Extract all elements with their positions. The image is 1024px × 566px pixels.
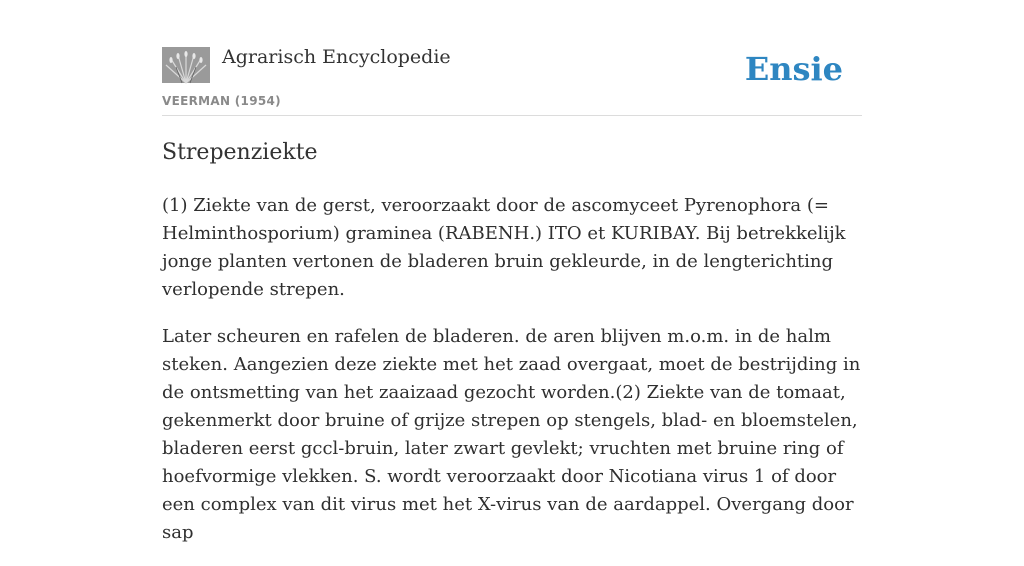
- entry-title: Strepenziekte: [162, 140, 318, 165]
- paragraph: Later scheuren en rafelen de bladeren. de aren blijven m.o.m. in de halm steken. Aangezien deze ziekte met het zaad overgaat, moet de bestrijding in de ontsmetting van het zaaizaad gezocht worden.(2) Ziekte van de tomaat, gekenmerkt door bruine of grijze strepen op stengels, blad- en bloemstelen, bladeren eerst gccl-bruin, later zwart gevlekt; vruchten met bruine ring of hoefvormige vlekken. S. wordt veroorzaakt door Nicotiana virus 1 of door een complex van dit virus met het X-virus van de aardappel. Overgang door sap: [162, 326, 861, 543]
- wheat-logo-icon[interactable]: [162, 47, 210, 83]
- entry-body: [162, 192, 862, 566]
- content-container: [162, 0, 862, 543]
- header: [162, 0, 862, 116]
- paragraph: (1) Ziekte van de gerst, veroorzaakt door de ascomyceet Pyrenophora (= Helminthosporium) graminea (RABENH.) ITO et KURIBAY. Bij betrekkelijk jonge planten vertonen de bladeren bruin gekleurde, in de lengterichting verlopende strepen.: [162, 195, 846, 300]
- publication-title[interactable]: Agrarisch Encyclopedie: [222, 46, 451, 68]
- author-byline: VEERMAN (1954): [162, 94, 281, 108]
- ensie-brand-link[interactable]: Ensie: [744, 50, 843, 88]
